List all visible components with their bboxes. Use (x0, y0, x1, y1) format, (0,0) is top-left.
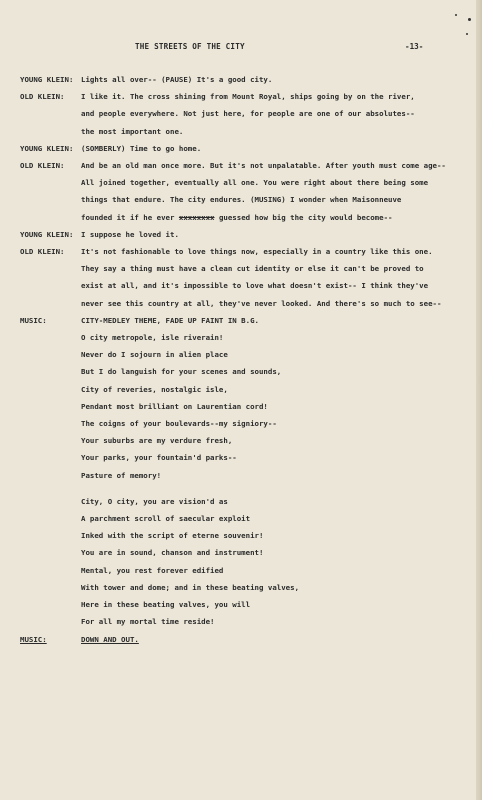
dialogue-fragment: founded it if he ever (81, 212, 179, 222)
music-cue: DOWN AND OUT. (81, 634, 139, 644)
poem-line: A parchment scroll of saecular exploit (81, 514, 251, 524)
music-cue-row (20, 631, 480, 648)
dialogue-line: (SOMBERLY) Time to go home. (81, 143, 202, 153)
poem-line: Pendant most brilliant on Laurentian cord! (81, 401, 268, 411)
poem-line: The coigns of your boulevards--my signiory-- (81, 419, 277, 429)
speaker-name: OLD KLEIN: (20, 161, 65, 171)
stanza-gap (20, 484, 480, 493)
dialogue-row (20, 88, 480, 105)
dialogue-line: things that endure. The city endures. (MUSING) I wonder when Maisonneuve (81, 195, 402, 205)
dialogue-line: never see this country at all, they've never looked. And there's so much to see-- (81, 298, 442, 308)
dialogue-line: And be an old man once more. But it's not unpalatable. After youth must come age-- (81, 161, 446, 171)
dialogue-line: It's not fashionable to love things now, especially in a country like this one. (81, 247, 433, 257)
speaker-name: OLD KLEIN: (20, 247, 65, 257)
poem-line: Inked with the script of eterne souvenir! (81, 531, 264, 541)
poem-line: Your suburbs are my verdure fresh, (81, 436, 233, 446)
dialogue-fragment: guessed how big the city would become-- (214, 212, 393, 222)
dialogue-line: I like it. The cross shining from Mount Royal, ships going by on the river, (81, 92, 415, 102)
dialogue-line: Lights all over-- (PAUSE) It's a good city. (81, 75, 273, 84)
poem-line: Never do I sojourn in alien place (81, 350, 228, 360)
speck-mark (455, 14, 457, 16)
struck-out-text: xxxxxxxx (178, 212, 215, 222)
music-cue: CITY-MEDLEY THEME, FADE UP FAINT IN B.G. (81, 315, 259, 325)
speaker-name: YOUNG KLEIN: (20, 143, 74, 153)
poem-line: City, O city, you are vision'd as (81, 496, 228, 506)
dialogue-row (20, 157, 480, 174)
speck-mark (466, 33, 468, 35)
poem-line: With tower and dome; and in these beating valves, (81, 582, 300, 592)
poem-line: Your parks, your fountain'd parks-- (81, 453, 237, 463)
dialogue-line (20, 209, 480, 226)
poem-line: You are in sound, chanson and instrument! (81, 548, 264, 558)
dialogue-line: All joined together, eventually all one. You were right about there being some (81, 178, 429, 188)
poem-line: City of reveries, nostalgic isle, (81, 384, 228, 394)
script-body (20, 71, 480, 648)
page-title: THE STREETS OF THE CITY (135, 42, 245, 51)
dialogue-row (20, 243, 480, 260)
dialogue-line: They say a thing must have a clean cut identity or else it can't be proved to (81, 264, 424, 274)
dialogue-line: and people everywhere. Not just here, for people are one of our absolutes-- (81, 109, 415, 119)
speaker-name: OLD KLEIN: (20, 92, 65, 102)
dialogue-row (20, 140, 480, 157)
speaker-name: MUSIC: (20, 634, 47, 644)
speaker-name: YOUNG KLEIN: (20, 75, 74, 84)
poem-line: O city metropole, isle riverain! (81, 333, 224, 343)
poem-line: Pasture of memory! (81, 470, 162, 480)
poem-line: For all my mortal time reside! (81, 617, 215, 627)
poem-line: Here in these beating valves, you will (81, 600, 251, 610)
poem-line: But I do languish for your scenes and sounds, (81, 367, 282, 377)
speaker-name: YOUNG KLEIN: (20, 229, 74, 239)
poem-line: Mental, you rest forever edified (81, 565, 224, 575)
speck-mark (468, 18, 471, 21)
dialogue-line: the most important one. (81, 126, 184, 136)
dialogue-row (20, 71, 480, 88)
dialogue-row (20, 226, 480, 243)
dialogue-line: exist at all, and it's impossible to love what doesn't exist-- I think they've (81, 281, 429, 291)
dialogue-line: I suppose he loved it. (81, 229, 179, 239)
music-cue-row (20, 312, 480, 329)
speaker-name: MUSIC: (20, 315, 47, 325)
page-number: -13- (405, 42, 424, 51)
